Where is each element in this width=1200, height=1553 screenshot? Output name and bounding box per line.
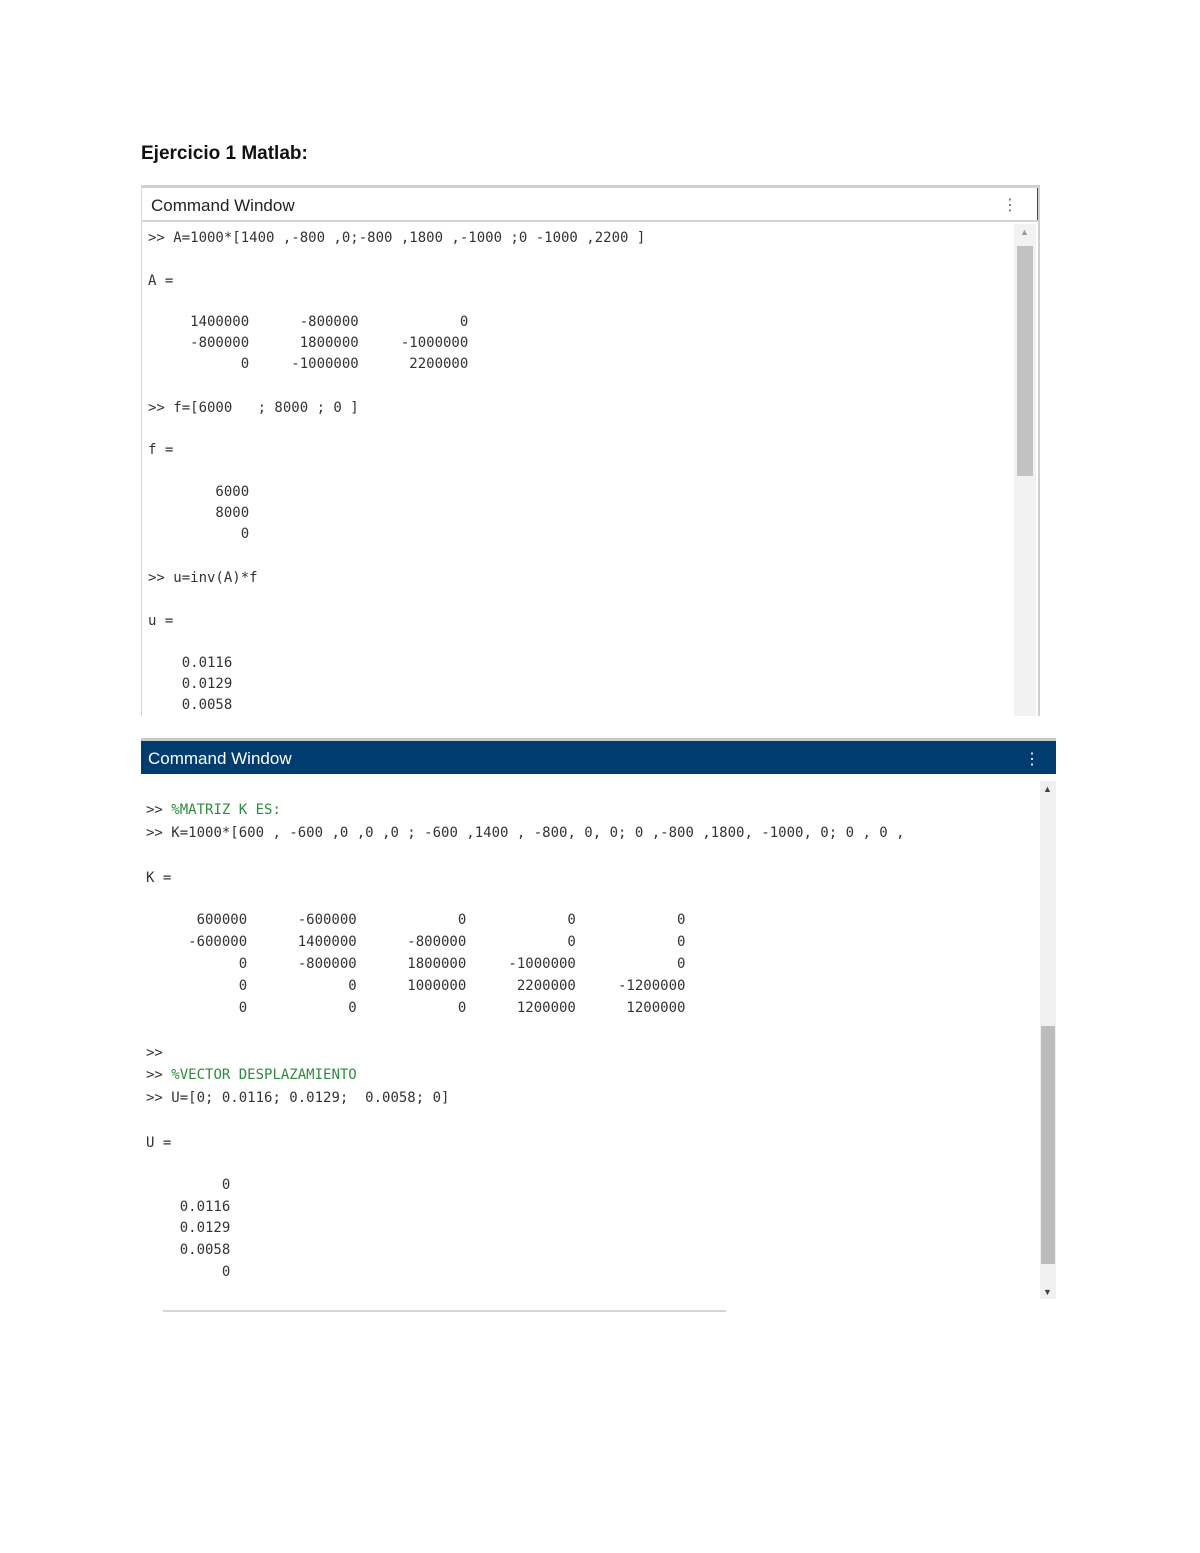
scrollbar-thumb[interactable] xyxy=(1017,246,1033,476)
vertical-dots-icon[interactable]: ⋮ xyxy=(1024,751,1040,768)
command-window-1-titlebar xyxy=(142,188,1038,222)
console-line: 6000 xyxy=(148,484,250,500)
console-line: 8000 xyxy=(148,505,250,521)
console-line: >> f=[6000 ; 8000 ; 0 ] xyxy=(148,400,359,416)
console-line: 0 xyxy=(146,1177,231,1193)
console-line: >> u=inv(A)*f xyxy=(148,570,258,586)
console-line: A = xyxy=(148,273,174,289)
console-line: >> U=[0; 0.0116; 0.0129; 0.0058; 0] xyxy=(146,1090,450,1106)
console-line: U = xyxy=(146,1135,172,1151)
command-window-2-titlebar xyxy=(141,741,1056,774)
document-heading: Ejercicio 1 Matlab: xyxy=(141,143,308,164)
console-line: >> K=1000*[600 , -600 ,0 ,0 ,0 ; -600 ,1400 , -800, 0, 0; 0 ,-800 ,1800, -1000, 0; 0 , 0 , xyxy=(146,825,905,841)
console-line: 1400000 -800000 0 xyxy=(148,314,469,330)
window-title: Command Window xyxy=(148,749,292,768)
console-line: 0 xyxy=(148,526,250,542)
console-line: 600000 -600000 0 0 0 xyxy=(146,912,686,928)
console-line: >> %MATRIZ K ES: xyxy=(146,802,281,818)
console-line: -600000 1400000 -800000 0 0 xyxy=(146,934,686,950)
console-line: 0 0 1000000 2200000 -1200000 xyxy=(146,978,686,994)
titlebar-accent xyxy=(1037,188,1040,220)
console-line: 0.0129 xyxy=(146,1220,231,1236)
console-line: 0 xyxy=(146,1264,231,1280)
horizontal-divider xyxy=(163,1310,726,1312)
scrollbar-thumb[interactable] xyxy=(1041,1026,1055,1264)
command-window-2[interactable] xyxy=(141,738,1056,1313)
command-window-1[interactable] xyxy=(141,185,1040,716)
console-line: >> %VECTOR DESPLAZAMIENTO xyxy=(146,1067,357,1083)
console-line: u = xyxy=(148,613,174,629)
scroll-up-icon[interactable]: ▲ xyxy=(1043,784,1052,794)
vertical-dots-icon[interactable]: ⋮ xyxy=(1002,197,1018,214)
scroll-up-icon[interactable]: ▲ xyxy=(1020,227,1029,237)
scroll-down-icon[interactable]: ▼ xyxy=(1043,1287,1052,1297)
console-line: f = xyxy=(148,442,174,458)
console-line: K = xyxy=(146,870,172,886)
console-line: 0.0129 xyxy=(148,676,233,692)
console-line: 0.0116 xyxy=(146,1199,231,1215)
console-line: 0 -800000 1800000 -1000000 0 xyxy=(146,956,686,972)
console-line: 0 -1000000 2200000 xyxy=(148,356,469,372)
console-line: 0.0116 xyxy=(148,655,233,671)
window-title: Command Window xyxy=(151,196,295,215)
console-line: 0.0058 xyxy=(148,697,233,713)
vertical-scrollbar[interactable] xyxy=(1040,781,1056,1299)
console-line: -800000 1800000 -1000000 xyxy=(148,335,469,351)
console-line: >> xyxy=(146,1045,163,1061)
console-line: 0.0058 xyxy=(146,1242,231,1258)
console-line: 0 0 0 1200000 1200000 xyxy=(146,1000,686,1016)
console-line: >> A=1000*[1400 ,-800 ,0;-800 ,1800 ,-1000 ;0 -1000 ,2200 ] xyxy=(148,230,646,246)
vertical-scrollbar[interactable] xyxy=(1014,224,1036,716)
